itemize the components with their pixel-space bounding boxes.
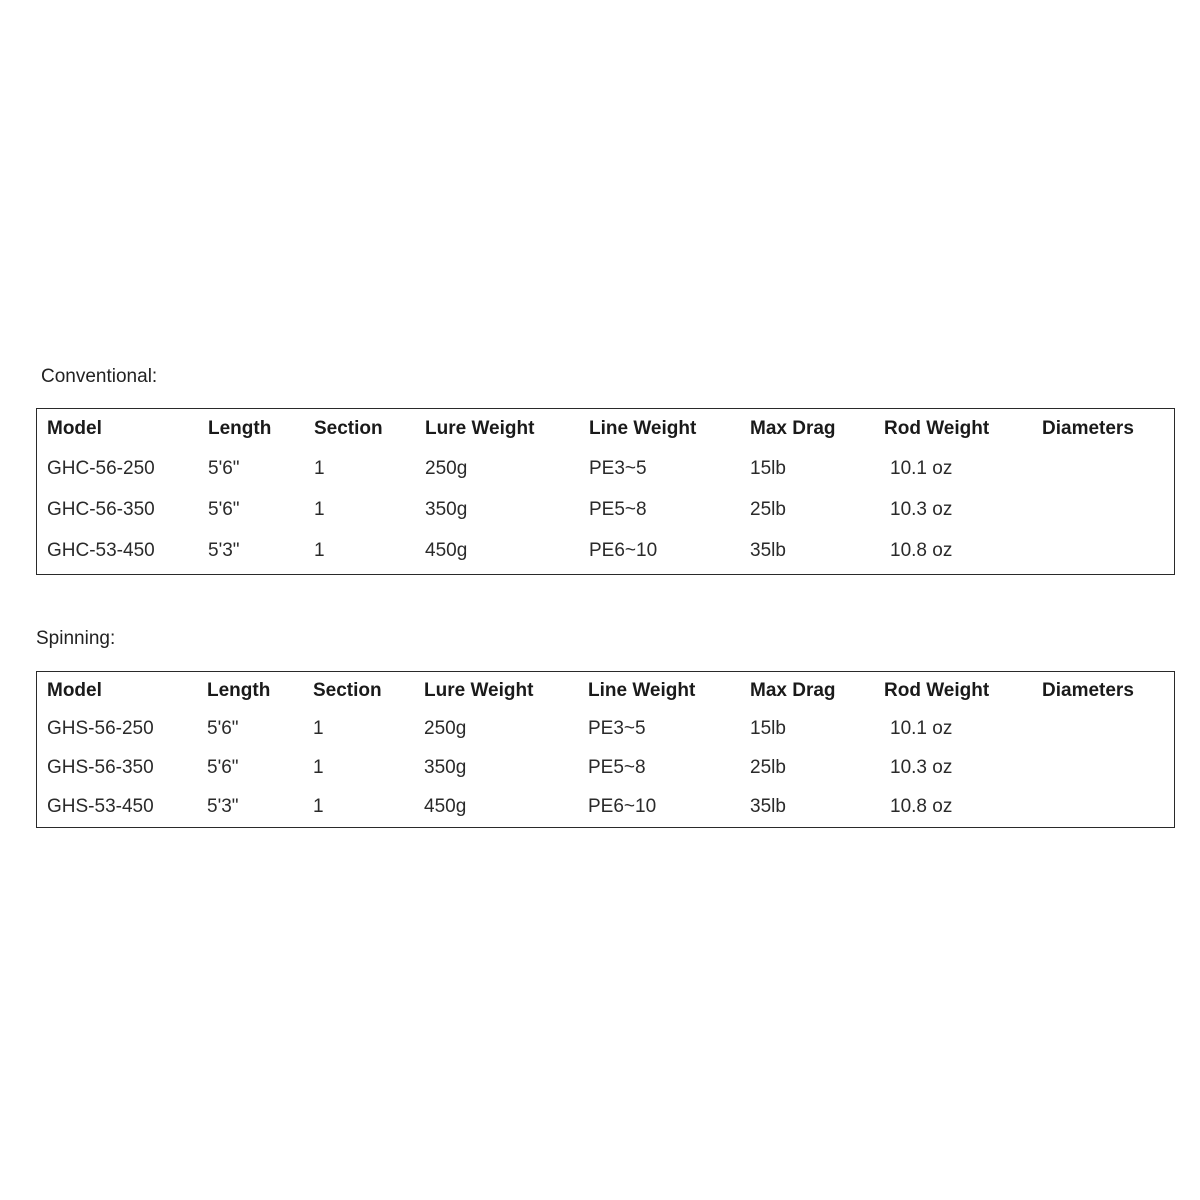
cell-length: 5'6" [208,458,240,479]
cell-model: GHC-53-450 [47,540,155,561]
cell-section: 1 [314,540,325,561]
conventional-spec-table [36,408,1175,575]
cell-rod-weight: 10.1 oz [890,458,953,479]
cell-length: 5'6" [207,718,239,739]
cell-length: 5'3" [207,796,239,817]
table-row [37,498,1174,522]
header-rod-weight: Rod Weight [884,680,990,701]
cell-rod-weight: 10.8 oz [890,540,953,561]
header-diameters: Diameters [1042,680,1134,701]
cell-max-drag: 25lb [750,499,786,520]
cell-lure-weight: 450g [425,540,468,561]
cell-model: GHS-56-250 [47,718,154,739]
cell-max-drag: 25lb [750,757,786,778]
cell-rod-weight: 10.8 oz [890,796,953,817]
cell-section: 1 [313,757,324,778]
header-max-drag: Max Drag [750,418,836,439]
header-section: Section [313,680,382,701]
cell-length: 5'3" [208,540,240,561]
cell-rod-weight: 10.3 oz [890,499,953,520]
cell-length: 5'6" [207,757,239,778]
cell-lure-weight: 350g [424,757,467,778]
cell-line-weight: PE3~5 [589,458,647,479]
header-max-drag: Max Drag [750,680,836,701]
cell-max-drag: 15lb [750,718,786,739]
header-lure-weight: Lure Weight [424,680,534,701]
table-row [37,795,1174,819]
cell-model: GHC-56-250 [47,458,155,479]
table-row [37,756,1174,780]
cell-lure-weight: 250g [425,458,468,479]
cell-max-drag: 35lb [750,796,786,817]
table-header-row [37,679,1174,703]
cell-max-drag: 15lb [750,458,786,479]
cell-line-weight: PE5~8 [589,499,647,520]
cell-section: 1 [313,796,324,817]
cell-lure-weight: 250g [424,718,467,739]
table-row [37,539,1174,563]
cell-section: 1 [314,458,325,479]
header-rod-weight: Rod Weight [884,418,990,439]
table-header-row [37,417,1174,441]
spinning-section-label: Spinning: [36,628,116,649]
cell-max-drag: 35lb [750,540,786,561]
cell-line-weight: PE3~5 [588,718,646,739]
header-line-weight: Line Weight [588,680,696,701]
cell-model: GHS-53-450 [47,796,154,817]
header-model: Model [47,680,102,701]
cell-line-weight: PE6~10 [589,540,658,561]
header-line-weight: Line Weight [589,418,697,439]
cell-model: GHS-56-350 [47,757,154,778]
conventional-section-label: Conventional: [41,366,158,387]
cell-section: 1 [313,718,324,739]
header-section: Section [314,418,383,439]
header-model: Model [47,418,102,439]
cell-length: 5'6" [208,499,240,520]
cell-model: GHC-56-350 [47,499,155,520]
cell-rod-weight: 10.3 oz [890,757,953,778]
header-length: Length [208,418,272,439]
header-lure-weight: Lure Weight [425,418,535,439]
header-length: Length [207,680,271,701]
spinning-spec-table [36,671,1175,828]
table-row [37,717,1174,741]
cell-lure-weight: 350g [425,499,468,520]
cell-section: 1 [314,499,325,520]
cell-line-weight: PE5~8 [588,757,646,778]
table-row [37,457,1174,481]
header-diameters: Diameters [1042,418,1134,439]
cell-lure-weight: 450g [424,796,467,817]
cell-line-weight: PE6~10 [588,796,657,817]
cell-rod-weight: 10.1 oz [890,718,953,739]
